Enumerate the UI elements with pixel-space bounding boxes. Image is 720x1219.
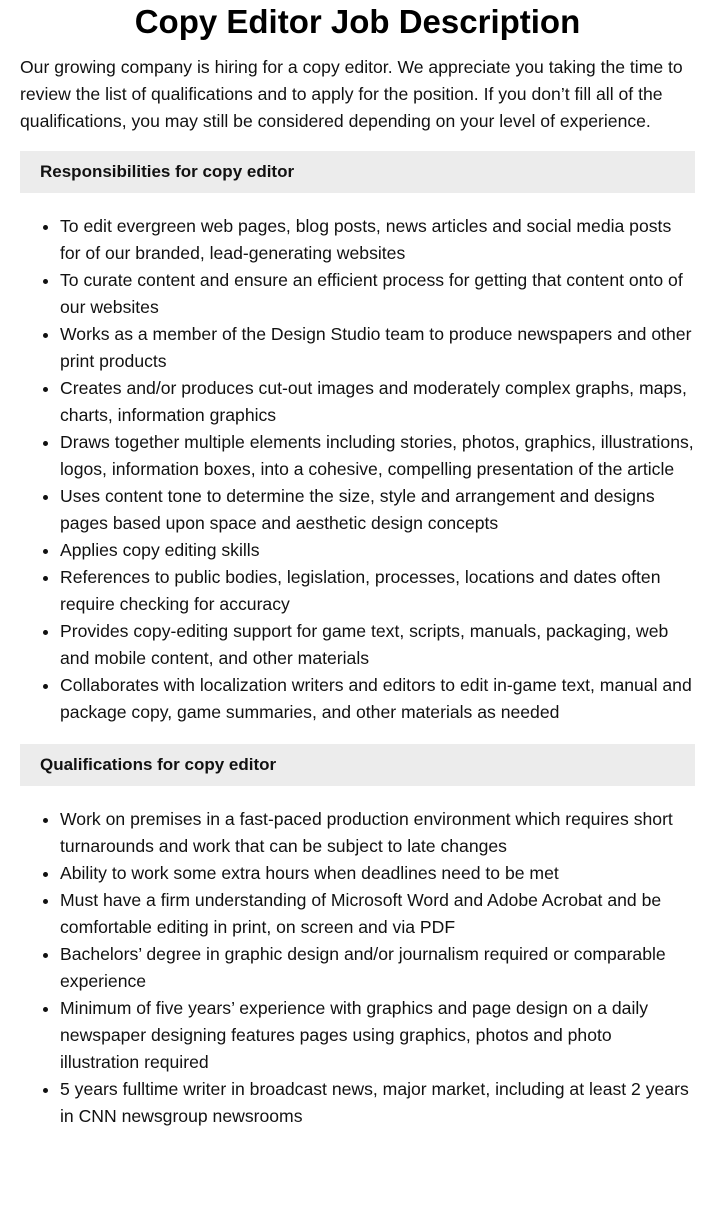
page-title: Copy Editor Job Description xyxy=(134,3,581,40)
list-item: • References to public bodies, legislation, processes, locations and dates often require checking for accuracy xyxy=(60,564,695,618)
qualifications-header: Qualifications for copy editor xyxy=(20,744,695,786)
intro-paragraph: Our growing company is hiring for a copy editor. We appreciate you taking the time to review the list of qualifications and to apply for the position. If you don’t fill all of the qualifications, you may still be considered depending on your level of experience. xyxy=(20,57,683,131)
list-item: • Uses content tone to determine the size, style and arrangement and designs pages based upon space and aesthetic design concepts xyxy=(60,483,695,537)
responsibilities-header: Responsibilities for copy editor xyxy=(20,151,695,193)
list-item: • Collaborates with localization writers and editors to edit in-game text, manual and package copy, game summaries, and other materials as needed xyxy=(60,672,695,726)
list-item: • Ability to work some extra hours when deadlines need to be met xyxy=(60,860,695,887)
responsibilities-list xyxy=(20,213,695,726)
list-item: • Draws together multiple elements including stories, photos, graphics, illustrations, logos, information boxes, into a cohesive, compelling presentation of the article xyxy=(60,429,695,483)
list-item: • 5 years fulltime writer in broadcast news, major market, including at least 2 years in CNN newsgroup newsrooms xyxy=(60,1076,695,1130)
sections xyxy=(20,151,695,1130)
list-item: • Applies copy editing skills xyxy=(60,537,695,564)
list-item: • To curate content and ensure an efficient process for getting that content onto of our websites xyxy=(60,267,695,321)
list-item: • Work on premises in a fast-paced production environment which requires short turnarounds and work that can be subject to late changes xyxy=(60,806,695,860)
list-item: • Provides copy-editing support for game text, scripts, manuals, packaging, web and mobile content, and other materials xyxy=(60,618,695,672)
list-item: • To edit evergreen web pages, blog posts, news articles and social media posts for of our branded, lead-generating websites xyxy=(60,213,695,267)
list-item: • Bachelors’ degree in graphic design and/or journalism required or comparable experience xyxy=(60,941,695,995)
qualifications-list xyxy=(20,806,695,1130)
list-item: • Creates and/or produces cut-out images and moderately complex graphs, maps, charts, information graphics xyxy=(60,375,695,429)
list-item: • Minimum of five years’ experience with graphics and page design on a daily newspaper designing features pages using graphics, photos and photo illustration required xyxy=(60,995,695,1076)
list-item: • Works as a member of the Design Studio team to produce newspapers and other print products xyxy=(60,321,695,375)
list-item: • Must have a firm understanding of Microsoft Word and Adobe Acrobat and be comfortable editing in print, on screen and via PDF xyxy=(60,887,695,941)
